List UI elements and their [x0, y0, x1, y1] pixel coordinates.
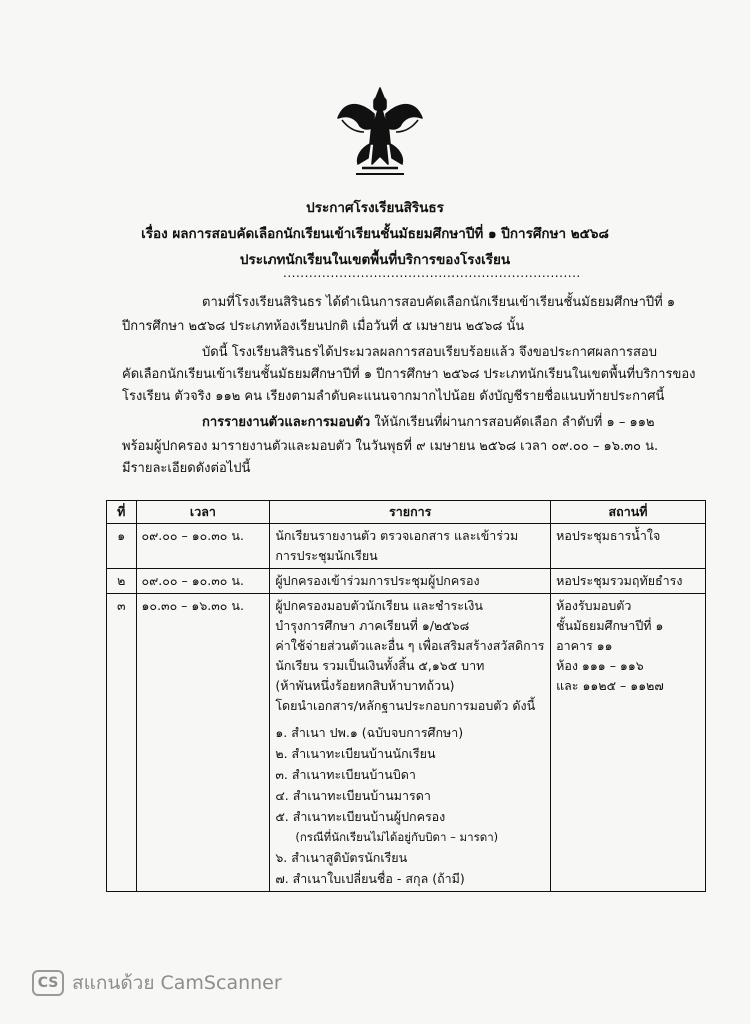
row-2-item — [270, 569, 551, 594]
row-3-place-line: อาคาร ๑๑ — [556, 638, 613, 653]
reporting-heading: การรายงานตัวและการมอบตัว — [202, 415, 371, 430]
schedule-table — [106, 500, 706, 892]
paragraph-2-line-1: บัดนี้ โรงเรียนสิรินธรได้ประมวลผลการสอบเรียบร้อยแล้ว จึงขอประกาศผลการสอบ — [202, 345, 657, 360]
row-1-no: ๑ — [107, 524, 137, 569]
row-3-item-line: (ห้าพันหนึ่งร้อยหกสิบห้าบาทถ้วน) — [275, 678, 455, 693]
row-1-place-line: หอประชุมธารน้ำใจ — [556, 528, 661, 543]
row-3-item-line: ค่าใช้จ่ายส่วนตัวและอื่น ๆ เพื่อเสริมสร้างสวัสดิการ — [275, 638, 545, 653]
row-3-place-line: ชั้นมัธยมศึกษาปีที่ ๑ — [556, 618, 664, 633]
row-3-time: ๑๐.๓๐ – ๑๖.๓๐ น. — [136, 594, 270, 892]
table-header-row — [107, 501, 706, 524]
header-place: สถานที่ — [551, 501, 706, 524]
row-3-place — [551, 594, 706, 892]
row-2-place — [551, 569, 706, 594]
paragraph-3-line-3: มีรายละเอียดดังต่อไปนี้ — [122, 461, 251, 476]
header-time: เวลา — [136, 501, 270, 524]
announcement-subtitle: ประเภทนักเรียนในเขตพื้นที่บริการของโรงเรียน — [239, 252, 511, 268]
paragraph-3-line-1-rest: ให้นักเรียนที่ผ่านการสอบคัดเลือก ลำดับที่ ๑ – ๑๑๒ — [370, 415, 655, 430]
row-2-item-line: ผู้ปกครองเข้าร่วมการประชุมผู้ปกครอง — [275, 573, 480, 588]
paragraph-1-line-2: ปีการศึกษา ๒๕๖๘ ประเภทห้องเรียนปกติ เมื่อวันที่ ๕ เมษายน ๒๕๖๘ นั้น — [122, 319, 525, 334]
document-list-item: ๓. สำเนาทะเบียนบ้านบิดา — [275, 767, 416, 782]
paragraph-2-line-3: โรงเรียน ตัวจริง ๑๑๒ คน เรียงตามลำดับคะแนนจากมากไปน้อย ดังบัญชีรายชื่อแนบท้ายประกาศนี้ — [122, 389, 665, 404]
row-1-item-line: การประชุมนักเรียน — [275, 548, 378, 563]
row-2-time: ๐๙.๐๐ – ๑๐.๓๐ น. — [136, 569, 270, 594]
table-row — [107, 569, 706, 594]
paragraph-2-line-2: คัดเลือกนักเรียนเข้าเรียนชั้นมัธยมศึกษาปีที่ ๑ ปีการศึกษา ๒๕๖๘ ประเภทนักเรียนในเขตพื้นที่บริการของ — [122, 367, 696, 382]
row-3-no: ๓ — [107, 594, 137, 892]
row-2-no: ๒ — [107, 569, 137, 594]
row-3-place-line: และ ๑๑๒๕ – ๑๑๒๗ — [556, 678, 664, 693]
row-3-place-line: ห้องรับมอบตัว — [556, 598, 632, 613]
separator-dots: ..................................................................... — [283, 266, 581, 280]
row-1-place — [551, 524, 706, 569]
announcement-title: ประกาศโรงเรียนสิรินธร — [306, 200, 444, 216]
row-3-item-line: ผู้ปกครองมอบตัวนักเรียน และชำระเงิน — [275, 598, 483, 613]
document-list-item: ๒. สำเนาทะเบียนบ้านนักเรียน — [275, 746, 436, 761]
paragraph-3-line-2: พร้อมผู้ปกครอง มารายงานตัวและมอบตัว ในวันพุธที่ ๙ เมษายน ๒๕๖๘ เวลา ๐๙.๐๐ – ๑๖.๓๐ น. — [122, 439, 659, 454]
announcement-subject: เรื่อง ผลการสอบคัดเลือกนักเรียนเข้าเรียนชั้นมัธยมศึกษาปีที่ ๑ ปีการศึกษา ๒๕๖๘ — [141, 226, 609, 242]
table-row — [107, 524, 706, 569]
row-1-item-line: นักเรียนรายงานตัว ตรวจเอกสาร และเข้าร่วม — [275, 528, 519, 543]
row-2-place-line: หอประชุมรวมฤทัยธำรง — [556, 573, 683, 588]
row-3-item-line: บำรุงการศึกษา ภาคเรียนที่ ๑/๒๕๖๘ — [275, 618, 470, 633]
document-5-note: (กรณีที่นักเรียนไม่ได้อยู่กับบิดา – มารดา) — [295, 830, 499, 844]
row-3-place-line: ห้อง ๑๑๑ – ๑๑๖ — [556, 658, 644, 673]
row-3-item — [270, 594, 551, 892]
document-list-item: ๔. สำเนาทะเบียนบ้านมารดา — [275, 788, 431, 803]
table-row — [107, 594, 706, 892]
garuda-emblem — [334, 84, 426, 180]
header-item: รายการ — [270, 501, 551, 524]
paragraph-1-line-1: ตามที่โรงเรียนสิรินธร ได้ดำเนินการสอบคัดเลือกนักเรียนเข้าเรียนชั้นมัธยมศึกษาปีที่ ๑ — [202, 295, 676, 310]
document-list-item: ๗. สำเนาใบเปลี่ยนชื่อ - สกุล (ถ้ามี) — [275, 871, 465, 886]
document-list-item: ๑. สำเนา ปพ.๑ (ฉบับจบการศึกษา) — [275, 725, 464, 740]
paragraph-3-line-1 — [202, 414, 655, 432]
document-list-item: ๕. สำเนาทะเบียนบ้านผู้ปกครอง — [275, 809, 446, 824]
row-3-item-line: นักเรียน รวมเป็นเงินทั้งสิ้น ๕,๑๖๕ บาท — [275, 658, 485, 673]
row-1-time: ๐๙.๐๐ – ๑๐.๓๐ น. — [136, 524, 270, 569]
header-no: ที่ — [107, 501, 137, 524]
camscanner-text: สแกนด้วย CamScanner — [72, 972, 282, 994]
camscanner-watermark — [32, 968, 282, 998]
camscanner-logo: CS — [32, 970, 64, 996]
document-list-item: ๖. สำเนาสูติบัตรนักเรียน — [275, 850, 408, 865]
row-1-item — [270, 524, 551, 569]
row-3-item-line: โดยนำเอกสาร/หลักฐานประกอบการมอบตัว ดังนี้ — [275, 698, 536, 713]
